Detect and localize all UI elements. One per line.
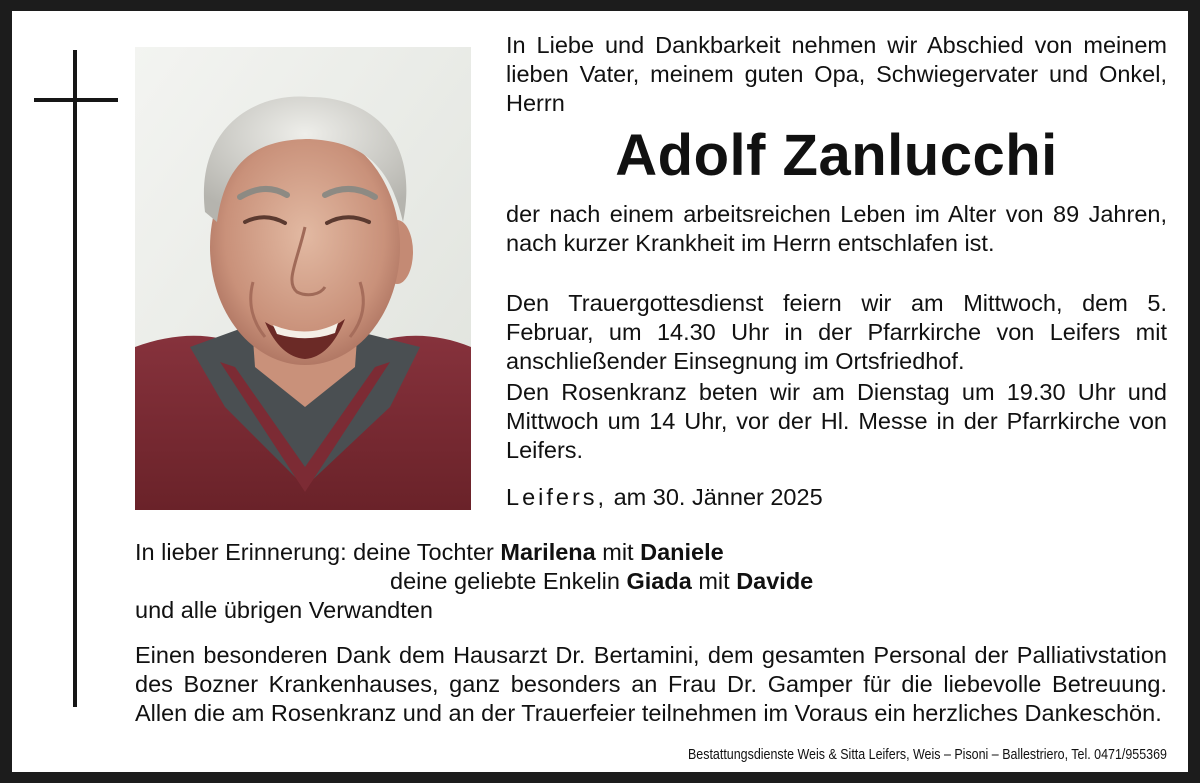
cross-icon [73, 50, 77, 707]
portrait-illustration [135, 47, 471, 510]
thanks-paragraph: Einen besonderen Dank dem Hausarzt Dr. Bertamini, dem gesamten Personal der Palliativstation des Bozner Krankenhauses, ganz besonders an Frau Dr. Gamper für die liebevolle Betreuung. Allen die am Rosenkranz und an der Trauerfeier teilnehmen im Voraus ein herzliches Dankeschön. [135, 642, 1167, 726]
memory-line-2 [390, 567, 813, 596]
funeral-service-footer: Bestattungsdienste Weis & Sitta Leifers, Weis – Pisoni – Ballestriero, Tel. 0471/955369 [688, 747, 1167, 763]
intro-text: In Liebe und Dankbarkeit nehmen wir Abschied von meinem lieben Vater, meinem guten Opa, Schwiegervater und Onkel, Herrn [506, 32, 1167, 116]
memory-prefix: deine Tochter [353, 539, 494, 565]
place: Leifers, [506, 484, 608, 510]
deceased-name: Adolf Zanlucchi [615, 123, 1058, 188]
memory-line-1 [135, 538, 724, 567]
relative-name: Daniele [640, 539, 724, 565]
memory-connector: mit [602, 539, 634, 565]
relative-name: Giada [626, 568, 692, 594]
date: am 30. Jänner 2025 [613, 484, 823, 510]
age-paragraph: der nach einem arbeitsreichen Leben im Alter von 89 Jahren, nach kurzer Krankheit im Herrn entschlafen ist. [506, 201, 1167, 256]
memory-prefix: deine geliebte Enkelin [390, 568, 620, 594]
portrait-photo [135, 47, 471, 510]
relative-name: Davide [736, 568, 814, 594]
memory-connector: mit [698, 568, 730, 594]
memory-lead: In lieber Erinnerung: [135, 539, 347, 565]
memory-line-3: und alle übrigen Verwandten [135, 597, 433, 623]
place-date [506, 483, 823, 512]
cross-icon-bar [34, 98, 118, 102]
rosary-paragraph: Den Rosenkranz beten wir am Dienstag um 19.30 Uhr und Mittwoch um 14 Uhr, vor der Hl. Messe in der Pfarrkirche von Leifers. [506, 379, 1167, 463]
relative-name: Marilena [500, 539, 596, 565]
service-paragraph: Den Trauergottesdienst feiern wir am Mittwoch, dem 5. Februar, um 14.30 Uhr in der Pfarrkirche von Leifers mit anschließender Einsegnung im Ortsfriedhof. [506, 290, 1167, 374]
